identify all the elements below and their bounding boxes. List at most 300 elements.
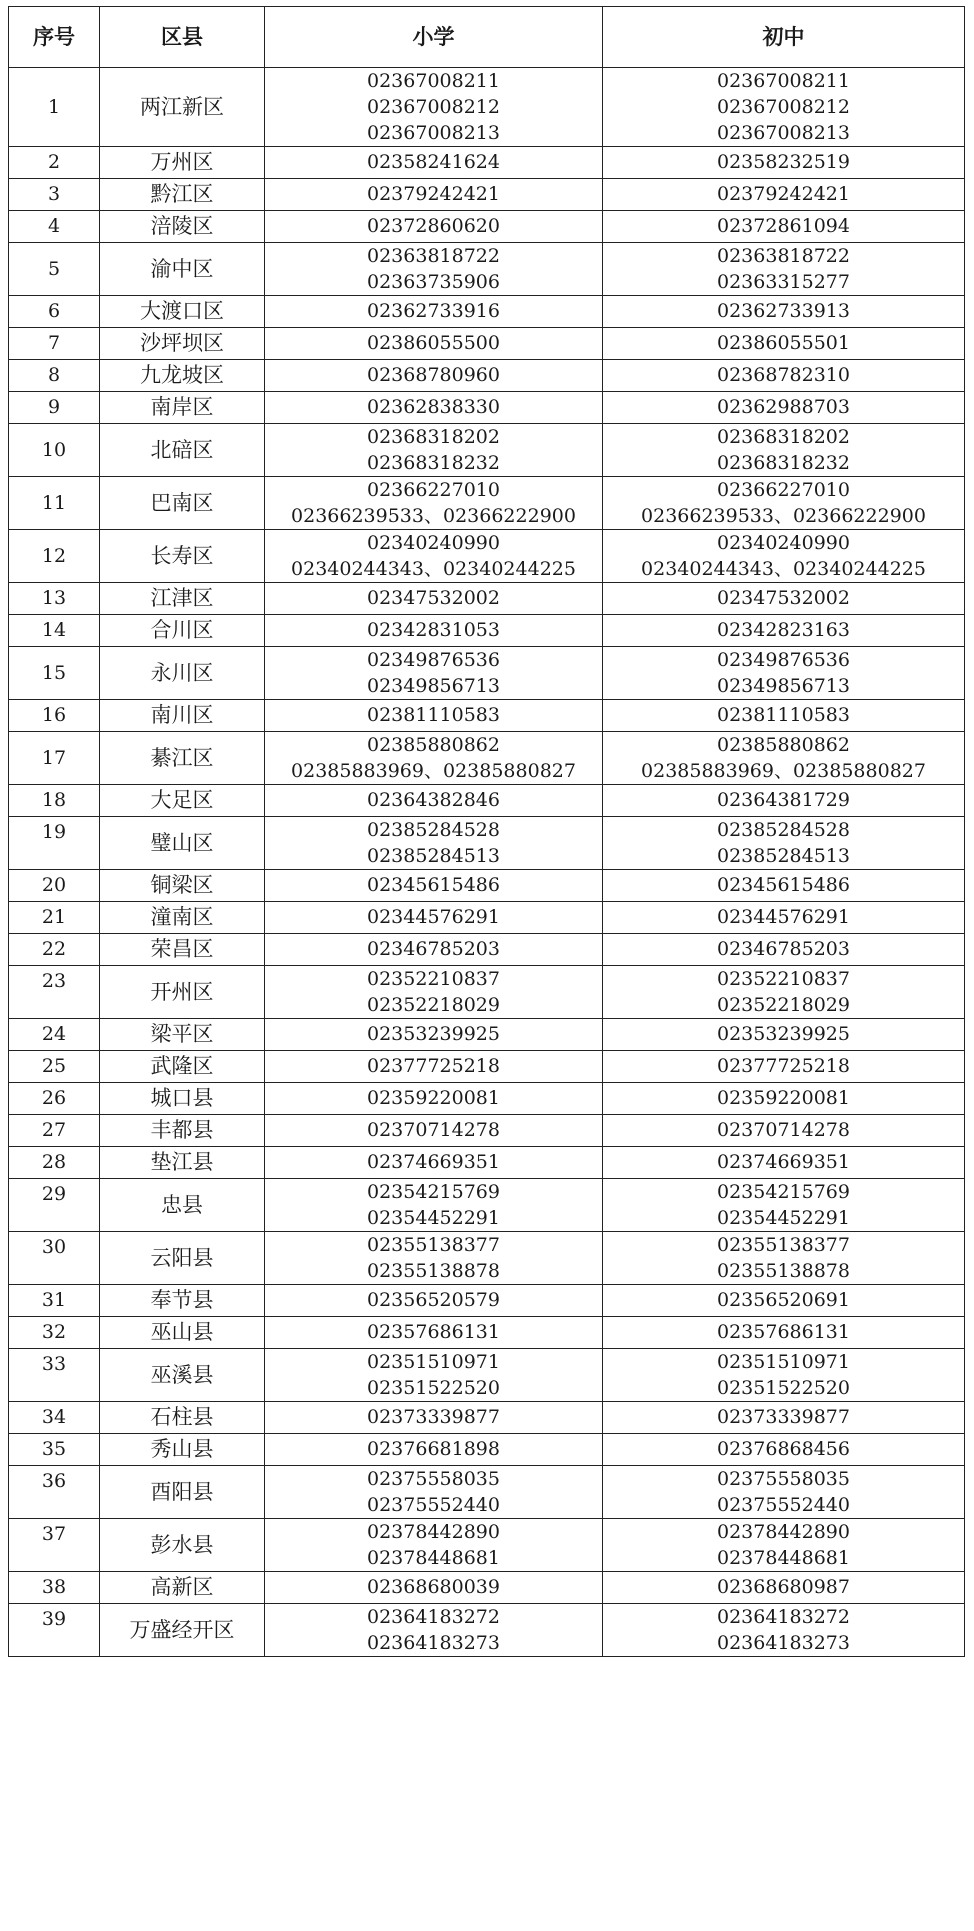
junior-phone-number: 02372861094 [717,215,850,237]
junior-phone-number: 02376868456 [717,1438,850,1460]
junior-phone-cell [603,1466,965,1519]
primary-phone-cell [265,392,603,424]
primary-phone-number: 02351522520 [367,1377,500,1399]
primary-phone-cell [265,179,603,211]
junior-phone-number: 02368318202 [717,426,850,448]
junior-phone-number: 02362988703 [717,396,850,418]
seq-cell: 39 [9,1604,100,1657]
primary-phone-number: 02372860620 [367,215,500,237]
seq-cell: 18 [9,785,100,817]
table-row [9,1519,965,1572]
junior-phone-number: 02363315277 [717,271,850,293]
junior-phone-number: 02385284528 [717,819,850,841]
primary-phone-number: 02377725218 [367,1055,500,1077]
junior-phone-number: 02366239533、02366222900 [641,505,926,527]
primary-phone-number: 02363818722 [367,245,500,267]
seq-cell: 28 [9,1147,100,1179]
seq-cell: 34 [9,1402,100,1434]
table-row [9,1115,965,1147]
junior-phone-number: 02342823163 [717,619,850,641]
seq-cell: 33 [9,1349,100,1402]
primary-phone-number: 02355138878 [367,1260,500,1282]
seq-cell: 20 [9,870,100,902]
district-cell: 巫山县 [100,1317,265,1349]
junior-phone-cell [603,1519,965,1572]
junior-phone-cell [603,1179,965,1232]
seq-cell: 22 [9,934,100,966]
district-cell: 荣昌区 [100,934,265,966]
header-junior: 初中 [603,7,965,68]
junior-phone-number: 02347532002 [717,587,850,609]
junior-phone-number: 02370714278 [717,1119,850,1141]
primary-phone-number: 02367008213 [367,122,500,144]
district-cell: 酉阳县 [100,1466,265,1519]
seq-cell: 3 [9,179,100,211]
primary-phone-number: 02385880862 [367,734,500,756]
junior-phone-number: 02381110583 [717,704,850,726]
district-cell: 大足区 [100,785,265,817]
junior-phone-number: 02355138377 [717,1234,850,1256]
junior-phone-cell [603,966,965,1019]
primary-phone-cell [265,477,603,530]
district-cell: 秀山县 [100,1434,265,1466]
junior-phone-cell [603,1147,965,1179]
junior-phone-number: 02356520691 [717,1289,850,1311]
table-row [9,1466,965,1519]
junior-phone-cell [603,147,965,179]
table-row [9,296,965,328]
primary-phone-number: 02385883969、02385880827 [291,760,576,782]
junior-phone-number: 02368782310 [717,364,850,386]
seq-cell: 23 [9,966,100,1019]
junior-phone-cell [603,1572,965,1604]
junior-phone-cell [603,1604,965,1657]
primary-phone-cell [265,360,603,392]
table-row [9,392,965,424]
district-cell: 两江新区 [100,68,265,147]
primary-phone-number: 02368680039 [367,1576,500,1598]
seq-cell: 31 [9,1285,100,1317]
primary-phone-number: 02347532002 [367,587,500,609]
junior-phone-number: 02385880862 [717,734,850,756]
seq-cell: 37 [9,1519,100,1572]
primary-phone-number: 02354452291 [367,1207,500,1229]
district-cell: 黔江区 [100,179,265,211]
table-row [9,1572,965,1604]
seq-cell: 24 [9,1019,100,1051]
seq-cell: 15 [9,647,100,700]
junior-phone-number: 02352218029 [717,994,850,1016]
junior-phone-number: 02375552440 [717,1494,850,1516]
primary-phone-number: 02364183273 [367,1632,500,1654]
junior-phone-number: 02353239925 [717,1023,850,1045]
table-row [9,243,965,296]
district-cell: 巫溪县 [100,1349,265,1402]
junior-phone-number: 02357686131 [717,1321,850,1343]
table-row [9,1147,965,1179]
primary-phone-number: 02368318202 [367,426,500,448]
primary-phone-number: 02362838330 [367,396,500,418]
junior-phone-number: 02355138878 [717,1260,850,1282]
primary-phone-number: 02375552440 [367,1494,500,1516]
junior-phone-cell [603,477,965,530]
table-row [9,179,965,211]
primary-phone-cell [265,243,603,296]
seq-cell: 29 [9,1179,100,1232]
junior-phone-cell [603,870,965,902]
primary-phone-cell [265,1349,603,1402]
table-row [9,966,965,1019]
table-row [9,360,965,392]
primary-phone-cell [265,1147,603,1179]
district-cell: 城口县 [100,1083,265,1115]
junior-phone-number: 02349876536 [717,649,850,671]
primary-phone-number: 02345615486 [367,874,500,896]
primary-phone-number: 02349876536 [367,649,500,671]
junior-phone-number: 02368318232 [717,452,850,474]
district-cell: 北碚区 [100,424,265,477]
junior-phone-number: 02354452291 [717,1207,850,1229]
junior-phone-number: 02367008211 [717,70,850,92]
primary-phone-number: 02349856713 [367,675,500,697]
table-row [9,211,965,243]
table-row [9,647,965,700]
table-row [9,147,965,179]
table-row [9,785,965,817]
district-cell: 武隆区 [100,1051,265,1083]
district-cell: 潼南区 [100,902,265,934]
table-body [9,68,965,1657]
primary-phone-cell [265,700,603,732]
primary-phone-cell [265,1402,603,1434]
junior-phone-number: 02375558035 [717,1468,850,1490]
primary-phone-number: 02385284528 [367,819,500,841]
seq-cell: 36 [9,1466,100,1519]
junior-phone-cell [603,179,965,211]
primary-phone-cell [265,211,603,243]
junior-phone-cell [603,424,965,477]
junior-phone-cell [603,785,965,817]
junior-phone-number: 02367008212 [717,96,850,118]
junior-phone-number: 02340240990 [717,532,850,554]
junior-phone-cell [603,1349,965,1402]
seq-cell: 7 [9,328,100,360]
district-cell: 石柱县 [100,1402,265,1434]
table-row [9,1402,965,1434]
district-cell: 彭水县 [100,1519,265,1572]
seq-cell: 5 [9,243,100,296]
junior-phone-number: 02344576291 [717,906,850,928]
district-cell: 梁平区 [100,1019,265,1051]
junior-phone-number: 02362733913 [717,300,850,322]
primary-phone-cell [265,732,603,785]
junior-phone-number: 02346785203 [717,938,850,960]
table-row [9,1232,965,1285]
junior-phone-cell [603,243,965,296]
primary-phone-cell [265,934,603,966]
junior-phone-cell [603,1051,965,1083]
district-cell: 綦江区 [100,732,265,785]
primary-phone-cell [265,1083,603,1115]
seq-cell: 13 [9,583,100,615]
primary-phone-cell [265,1232,603,1285]
table-row [9,817,965,870]
seq-cell: 11 [9,477,100,530]
junior-phone-cell [603,902,965,934]
junior-phone-cell [603,615,965,647]
junior-phone-cell [603,700,965,732]
junior-phone-cell [603,296,965,328]
district-cell: 永川区 [100,647,265,700]
primary-phone-cell [265,1051,603,1083]
district-cell: 万盛经开区 [100,1604,265,1657]
primary-phone-number: 02340244343、02340244225 [291,558,576,580]
primary-phone-number: 02342831053 [367,619,500,641]
junior-phone-number: 02349856713 [717,675,850,697]
primary-phone-number: 02386055500 [367,332,500,354]
table-row [9,615,965,647]
junior-phone-cell [603,1285,965,1317]
primary-phone-number: 02378448681 [367,1547,500,1569]
junior-phone-number: 02374669351 [717,1151,850,1173]
primary-phone-cell [265,1115,603,1147]
district-cell: 沙坪坝区 [100,328,265,360]
table-row [9,1604,965,1657]
table-row [9,1179,965,1232]
junior-phone-number: 02351510971 [717,1351,850,1373]
district-cell: 璧山区 [100,817,265,870]
primary-phone-number: 02357686131 [367,1321,500,1343]
seq-cell: 32 [9,1317,100,1349]
district-cell: 大渡口区 [100,296,265,328]
header-district: 区县 [100,7,265,68]
seq-cell: 4 [9,211,100,243]
district-cell: 万州区 [100,147,265,179]
table-row [9,1285,965,1317]
junior-phone-number: 02385883969、02385880827 [641,760,926,782]
junior-phone-cell [603,583,965,615]
district-cell: 开州区 [100,966,265,1019]
junior-phone-cell [603,1402,965,1434]
primary-phone-cell [265,615,603,647]
junior-phone-number: 02368680987 [717,1576,850,1598]
table-row [9,583,965,615]
junior-phone-cell [603,934,965,966]
junior-phone-cell [603,392,965,424]
junior-phone-number: 02385284513 [717,845,850,867]
seq-cell: 8 [9,360,100,392]
primary-phone-cell [265,328,603,360]
junior-phone-cell [603,1232,965,1285]
seq-cell: 1 [9,68,100,147]
primary-phone-number: 02355138377 [367,1234,500,1256]
primary-phone-cell [265,1317,603,1349]
district-cell: 丰都县 [100,1115,265,1147]
table-row [9,902,965,934]
district-cell: 高新区 [100,1572,265,1604]
primary-phone-number: 02375558035 [367,1468,500,1490]
contact-table [8,6,965,1657]
primary-phone-number: 02352210837 [367,968,500,990]
primary-phone-number: 02346785203 [367,938,500,960]
junior-phone-number: 02345615486 [717,874,850,896]
district-cell: 铜梁区 [100,870,265,902]
primary-phone-number: 02364183272 [367,1606,500,1628]
primary-phone-number: 02378442890 [367,1521,500,1543]
primary-phone-cell [265,583,603,615]
junior-phone-cell [603,211,965,243]
district-cell: 渝中区 [100,243,265,296]
primary-phone-cell [265,1434,603,1466]
district-cell: 巴南区 [100,477,265,530]
primary-phone-cell [265,530,603,583]
primary-phone-cell [265,1604,603,1657]
primary-phone-number: 02358241624 [367,151,500,173]
primary-phone-number: 02363735906 [367,271,500,293]
district-cell: 涪陵区 [100,211,265,243]
seq-cell: 19 [9,817,100,870]
primary-phone-cell [265,1572,603,1604]
primary-phone-number: 02368318232 [367,452,500,474]
primary-phone-number: 02366239533、02366222900 [291,505,576,527]
seq-cell: 21 [9,902,100,934]
table-row [9,424,965,477]
junior-phone-number: 02359220081 [717,1087,850,1109]
primary-phone-cell [265,424,603,477]
seq-cell: 16 [9,700,100,732]
table-row [9,1317,965,1349]
primary-phone-number: 02362733916 [367,300,500,322]
junior-phone-number: 02367008213 [717,122,850,144]
table-row [9,1349,965,1402]
primary-phone-cell [265,68,603,147]
seq-cell: 27 [9,1115,100,1147]
junior-phone-cell [603,68,965,147]
junior-phone-number: 02351522520 [717,1377,850,1399]
junior-phone-number: 02378448681 [717,1547,850,1569]
primary-phone-number: 02379242421 [367,183,500,205]
junior-phone-number: 02379242421 [717,183,850,205]
table-row [9,732,965,785]
junior-phone-cell [603,732,965,785]
header-row [9,7,965,68]
district-cell: 奉节县 [100,1285,265,1317]
junior-phone-cell [603,360,965,392]
table-row [9,870,965,902]
primary-phone-number: 02364382846 [367,789,500,811]
junior-phone-cell [603,1115,965,1147]
primary-phone-cell [265,1466,603,1519]
primary-phone-number: 02370714278 [367,1119,500,1141]
table-row [9,1019,965,1051]
junior-phone-number: 02364381729 [717,789,850,811]
primary-phone-number: 02381110583 [367,704,500,726]
primary-phone-number: 02351510971 [367,1351,500,1373]
primary-phone-number: 02340240990 [367,532,500,554]
seq-cell: 2 [9,147,100,179]
junior-phone-number: 02364183272 [717,1606,850,1628]
junior-phone-number: 02378442890 [717,1521,850,1543]
seq-cell: 12 [9,530,100,583]
table-row [9,1083,965,1115]
junior-phone-number: 02363818722 [717,245,850,267]
junior-phone-cell [603,817,965,870]
seq-cell: 25 [9,1051,100,1083]
header-primary: 小学 [265,7,603,68]
table-row [9,700,965,732]
district-cell: 长寿区 [100,530,265,583]
junior-phone-cell [603,1317,965,1349]
primary-phone-cell [265,1285,603,1317]
primary-phone-cell [265,966,603,1019]
primary-phone-number: 02344576291 [367,906,500,928]
junior-phone-number: 02358232519 [717,151,850,173]
primary-phone-number: 02385284513 [367,845,500,867]
junior-phone-number: 02340244343、02340244225 [641,558,926,580]
seq-cell: 26 [9,1083,100,1115]
junior-phone-cell [603,328,965,360]
junior-phone-number: 02373339877 [717,1406,850,1428]
seq-cell: 38 [9,1572,100,1604]
header-seq: 序号 [9,7,100,68]
district-cell: 九龙坡区 [100,360,265,392]
primary-phone-number: 02367008212 [367,96,500,118]
primary-phone-cell [265,1019,603,1051]
junior-phone-number: 02354215769 [717,1181,850,1203]
primary-phone-number: 02368780960 [367,364,500,386]
district-cell: 合川区 [100,615,265,647]
table-row [9,68,965,147]
junior-phone-number: 02364183273 [717,1632,850,1654]
table-row [9,1051,965,1083]
primary-phone-cell [265,296,603,328]
seq-cell: 6 [9,296,100,328]
primary-phone-cell [265,817,603,870]
seq-cell: 9 [9,392,100,424]
district-cell: 南川区 [100,700,265,732]
primary-phone-number: 02356520579 [367,1289,500,1311]
primary-phone-number: 02367008211 [367,70,500,92]
district-cell: 垫江县 [100,1147,265,1179]
primary-phone-number: 02366227010 [367,479,500,501]
table-row [9,530,965,583]
seq-cell: 35 [9,1434,100,1466]
district-cell: 忠县 [100,1179,265,1232]
junior-phone-number: 02386055501 [717,332,850,354]
district-cell: 南岸区 [100,392,265,424]
primary-phone-cell [265,147,603,179]
primary-phone-number: 02373339877 [367,1406,500,1428]
seq-cell: 17 [9,732,100,785]
primary-phone-number: 02352218029 [367,994,500,1016]
junior-phone-cell [603,1434,965,1466]
district-cell: 云阳县 [100,1232,265,1285]
seq-cell: 10 [9,424,100,477]
primary-phone-number: 02353239925 [367,1023,500,1045]
primary-phone-number: 02354215769 [367,1181,500,1203]
primary-phone-number: 02374669351 [367,1151,500,1173]
junior-phone-cell [603,647,965,700]
junior-phone-number: 02352210837 [717,968,850,990]
table-row [9,934,965,966]
table-row [9,1434,965,1466]
district-cell: 江津区 [100,583,265,615]
primary-phone-cell [265,1179,603,1232]
primary-phone-cell [265,647,603,700]
primary-phone-number: 02376681898 [367,1438,500,1460]
table-row [9,328,965,360]
primary-phone-cell [265,870,603,902]
